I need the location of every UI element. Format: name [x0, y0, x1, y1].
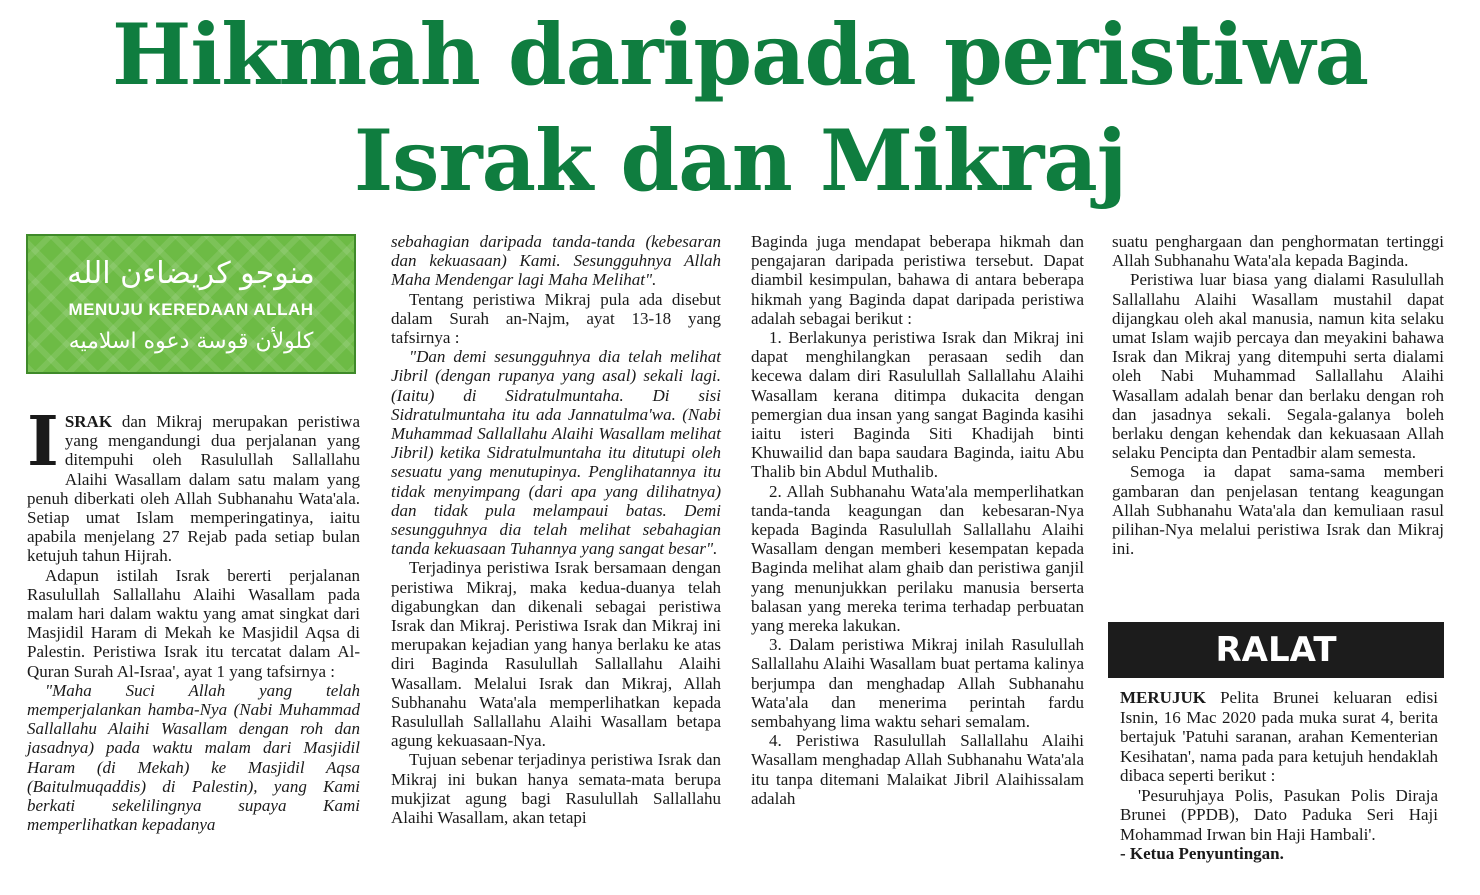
numbered-point: 4. Peristiwa Rasulullah Sallallahu Alaihi Wasallam menghadap Allah Subhanahu Wata'ala itu tanpa ditemani Malaikat Jibril Alaihissalam adalah — [751, 731, 1084, 808]
article-paragraph: Terjadinya peristiwa Israk bersamaan dengan peristiwa Mikraj, maka kedua-duanya telah digabungkan dan dikenali sebagai peristiwa Israk dan Mikraj. Peristiwa Israk dan Mikraj ini merupakan kejadian yang hanya berlaku ke atas diri Baginda Rasulullah Sallallahu Alaihi Wasallam. Melalui Israk dan Mikraj, Allah Subhanahu Wata'ala memperlihatkan kepada Rasulullah Sallallahu Alaihi Wasallam betapa agung kekuasaan-Nya. — [391, 558, 721, 751]
ralat-signoff: - Ketua Penyuntingan. — [1120, 844, 1284, 863]
numbered-point: 3. Dalam peristiwa Mikraj inilah Rasulullah Sallallahu Alaihi Wasallam buat pertama kalinya berjumpa dan menghadap Allah Subhanahu Wata'ala dan menerima perintah fardu sembahyang lima waktu sehari semalam. — [751, 635, 1084, 732]
article-paragraph: Tujuan sebenar terjadinya peristiwa Israk dan Mikraj ini bukan hanya semata-mata berupa mukjizat agung bagi Rasulullah Sallallahu Alaihi Wasallam, akan tetapi — [391, 750, 721, 828]
article-column-3 — [751, 232, 1084, 808]
lead-word: SRAK — [64, 412, 113, 431]
article-paragraph: Baginda juga mendapat beberapa hikmah dan pengajaran daripada peristiwa tersebut. Dapat diambil kesimpulan, bahawa di antara beberapa hikmah yang Baginda dapat daripada peristiwa adalah sebagai berikut : — [751, 232, 1084, 328]
article-column-4 — [1112, 232, 1444, 558]
numbered-point: 1. Berlakunya peristiwa Israk dan Mikraj ini dapat menghilangkan perasaan sedih dan kecewa dalam diri Rasulullah Sallallahu Alaihi Wasallam kerana ditimpa dukacita dengan pemergian dua insan yang sangat Baginda kasihi iaitu isteri Baginda Siti Khadijah binti Khuwailid dan bapa saudara Baginda, iaitu Abu Thalib bin Abdul Muthalib. — [751, 328, 1084, 482]
drop-cap: I — [27, 402, 59, 482]
ralat-paragraph — [1120, 688, 1438, 786]
article-headline — [0, 2, 1480, 214]
ralat-lead-word: MERUJUK — [1120, 688, 1206, 707]
article-paragraph: Tentang peristiwa Mikraj pula ada disebut dalam Surah an-Najm, ayat 13-18 yang tafsirnya : — [391, 289, 721, 348]
ralat-body: Pelita Brunei keluaran edisi Isnin, 16 Mac 2020 pada muka surat 4, berita bertajuk 'Patuhi saranan, arahan Kementerian Kesihatan', nama pada para ketujuh hendaklah dibaca seperti berikut : — [1120, 688, 1438, 785]
column-banner — [26, 234, 356, 374]
article-paragraph: Peristiwa luar biasa yang dialami Rasulullah Sallallahu Alaihi Wasallam mustahil dapat dijangkau oleh akal manusia, namun kita selaku umat Islam wajib percaya dan meyakini bahawa Israk dan Mikraj yang ditempuhi serta dialami oleh Nabi Muhammad Sallallahu Alaihi Wasallam adalah benar dan berlaku dengan roh dan jasadnya sekali. Segala-galanya boleh berlaku dengan kehendak dan kekuasaan Allah selaku Pencipta dan Pentadbir alam semesta. — [1112, 270, 1444, 463]
article-paragraph — [27, 402, 360, 566]
quote-paragraph: "Dan demi sesungguhnya dia telah melihat Jibril (dengan rupanya yang asal) sekali lagi. (Iaitu) di Sidratulmuntaha. Di sisi Sidratulmuntaha itu ada Jannatulma'wa. (Nabi Muhammad Sallallahu Alaihi Wasallam melihat Jibril) ketika Sidratulmuntaha itu ditutupi oleh sesuatu yang menutupinya. Penglihatannya itu tidak menyimpang (dari apa yang dilihatnya) dan tidak pula melampaui batas. Demi sesungguhnya dia telah melihat sebahagian tanda kekuasaan Tuhannya yang sangat besar". — [391, 347, 721, 559]
headline-line-2: Israk dan Mikraj — [353, 111, 1127, 210]
ralat-heading: RALAT — [1108, 622, 1444, 678]
numbered-point: 2. Allah Subhanahu Wata'ala memperlihatkan tanda-tanda keagungan dan kebesaran-Nya kepada Baginda Rasulullah Sallallahu Alaihi Wasallam dengan memberi kesempatan kepada Baginda melihat alam ghaib dan peristiwa ganjil yang menunjukkan perilaku manusia berserta balasan yang mereka terima terhadap perbuatan yang mereka lakukan. — [751, 481, 1084, 636]
banner-jawi-subtitle: كلولأن قوسة دعوه اسلاميه — [68, 329, 314, 354]
article-column-2 — [391, 232, 721, 827]
quote-paragraph: sebahagian daripada tanda-tanda (kebesaran dan kekuasaan) Kami. Sesungguhnya Allah Maha Mendengar lagi Maha Melihat". — [391, 232, 721, 290]
article-paragraph: suatu penghargaan dan penghormatan tertinggi Allah Subhanahu Wata'ala kepada Baginda. — [1112, 232, 1444, 271]
headline-line-1: Hikmah daripada peristiwa — [111, 5, 1369, 104]
quote-paragraph: "Maha Suci Allah yang telah memperjalankan hamba-Nya (Nabi Muhammad Sallallahu Alaihi Wasallam dengan roh dan jasadnya) pada waktu malam dari Masjidil Haram (di Mekah) ke Masjidil Aqsa (Baitulmuqaddis) di Palestin), yang Kami berkati sekelilingnya supaya Kami memperlihatkan kepadanya — [27, 680, 360, 835]
article-column-1 — [27, 402, 360, 835]
ralat-correction: 'Pesuruhjaya Polis, Pasukan Polis Diraja Brunei (PPDB), Dato Paduka Seri Haji Mohammad Irwan bin Haji Hambali'. — [1120, 785, 1438, 844]
paragraph-text: dan Mikraj merupakan peristiwa yang mengandungi dua perjalanan yang ditempuhi oleh Rasulullah Sallallahu Alaihi Wasallam dalam satu malam yang penuh diberkati oleh Allah Subhanahu Wata'ala. Setiap umat Islam memperingatinya, iaitu apabila menjelang 27 Rejab pada setiap bulan ketujuh tahun Hijrah. — [27, 412, 360, 566]
article-paragraph: Adapun istilah Israk bererti perjalanan Rasulullah Sallallahu Alaihi Wasallam pada malam hari dalam waktu yang amat singkat dari Masjidil Haram di Mekah ke Masjidil Aqsa di Palestin. Peristiwa Israk itu tercatat dalam Al-Quran Surah Al-Israa', ayat 1 yang tafsirnya : — [27, 565, 360, 681]
banner-latin-title: MENUJU KEREDAAN ALLAH — [68, 300, 314, 319]
article-paragraph: Semoga ia dapat sama-sama memberi gambaran dan penjelasan tentang keagungan Allah Subhanahu Wata'ala dan kemuliaan rasul pilihan-Nya melalui peristiwa Israk dan Mikraj ini. — [1112, 462, 1444, 559]
ralat-notice — [1120, 688, 1438, 864]
banner-jawi-title: منوجو كريضاءن الله — [67, 256, 315, 291]
